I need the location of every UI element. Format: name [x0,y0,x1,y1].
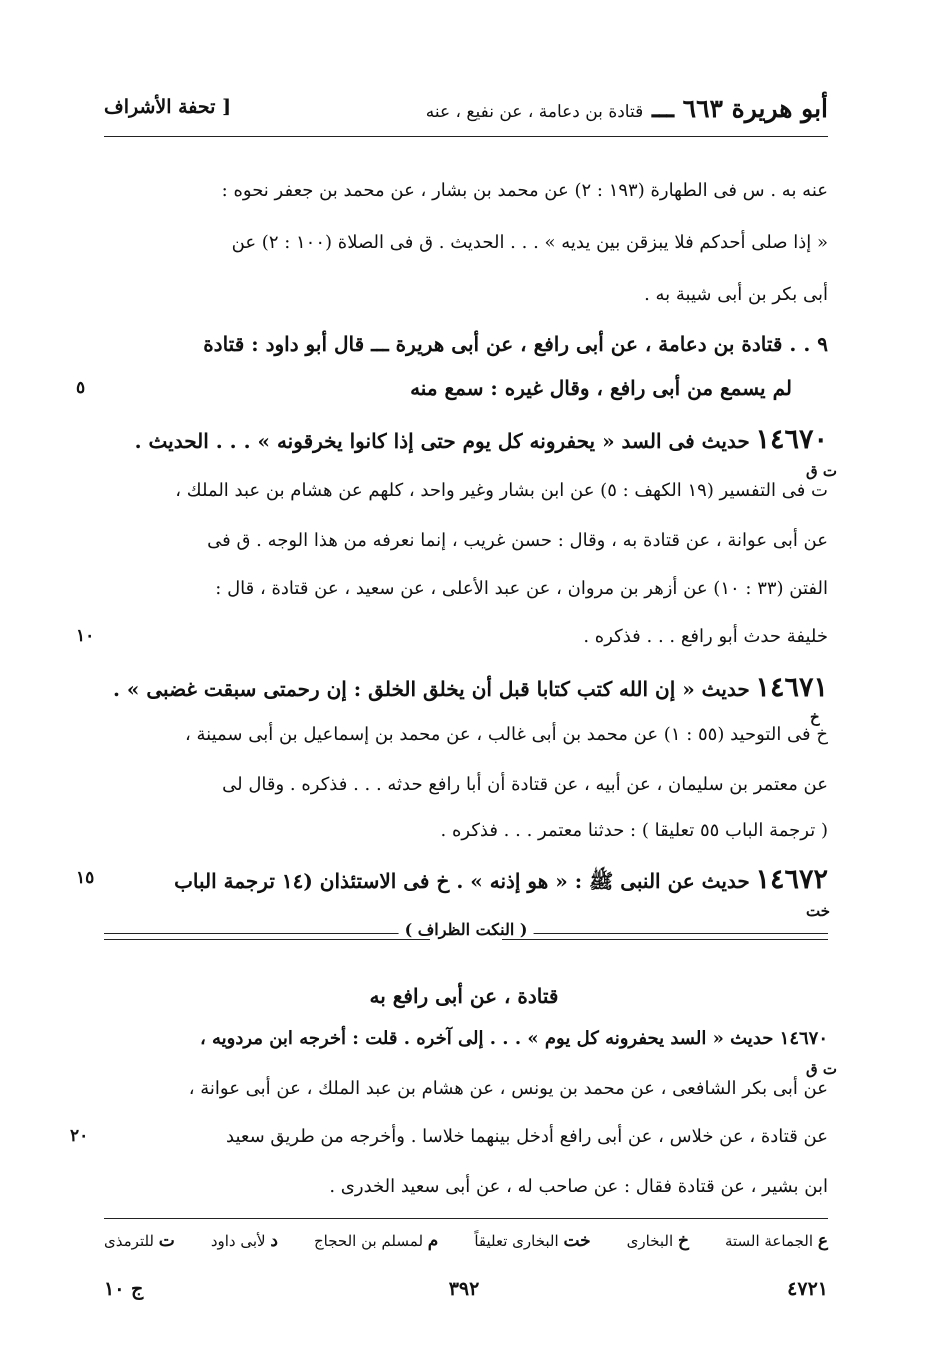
margin-number: ١٥ [76,868,95,888]
abbr-item: م لمسلم بن الحجاج [313,1231,439,1251]
book-title: [ تحفة الأشراف [104,96,232,118]
section-heading: ٩ . . قتادة بن دعامة ، عن أبى رافع ، عن أبى هريرة ـــ قال أبو داود : قتادة [203,332,828,356]
header-divider [104,136,828,137]
hadith-line [135,424,828,455]
hadith-text: حديث « إن الله كتب كتابا قبل أن يخلق الخلق : إن رحمتى سبقت غضبى » . [112,677,750,701]
hadith-number: ١٤٦٧٢ [755,864,828,895]
text-line: الفتن (٣٣ : ١٠) عن أزهر بن مروان ، عن عبد الأعلى ، عن سعيد ، عن قتادة ، قال : [215,578,828,599]
text-line: عن أبى بكر الشافعى ، عن محمد بن يونس ، عن هشام بن عبد الملك ، عن أبى عوانة ، [188,1078,828,1099]
text-line: أبى بكر بن أبى شيبة به . [644,284,828,305]
abbr-item: خ البخارى [626,1231,689,1251]
text-line: عن معتمر بن سليمان ، عن أبيه ، عن قتادة أن أبا رافع حدثه . . . فذكره . وقال لى [222,774,828,795]
abbreviation-key [104,1231,828,1251]
hadith-line [113,672,828,703]
nukat-heading: قتادة ، عن أبى رافع به [369,984,559,1008]
footer-divider [104,1218,828,1219]
text-line: ( ترجمة الباب ٥٥ تعليقا ) : حدثنا معتمر . . . فذكره . [440,820,828,841]
footer-code: ٤٧٢١ [787,1278,828,1300]
text-line: ابن بشير ، عن قتادة فقال : عن صاحب له ، عن أبى سعيد الخدرى . [329,1176,828,1197]
text-line: خ فى التوحيد (٥٥ : ١) عن محمد بن أبى غالب ، عن محمد بن إسماعيل بن أبى سمينة ، [184,724,828,745]
hadith-number: ١٤٦٧١ [755,672,828,703]
abbr-item: د لأبى داود [210,1231,278,1251]
sigla: خ [810,708,820,726]
margin-number: ٥ [76,378,86,398]
page-title [426,94,828,123]
header-main: أبو هريرة ٦٦٣ ـــ [651,94,828,123]
text-line: عن قتادة ، عن خلاس ، عن أبى رافع أدخل بينهما خلاسا . وأخرجه من طريق سعيد [226,1126,828,1147]
sigla: ت ق [806,1060,837,1078]
text-line: خليفة حدث أبو رافع . . . فذكره . [583,626,828,647]
header-sub: قتادة بن دعامة ، عن نفيع ، عنه [425,102,644,122]
text-line: « إذا صلى أحدكم فلا يبزقن بين يديه » . . . الحديث . ق فى الصلاة (١٠٠ : ٢) عن [231,232,828,253]
hadith-text: حديث عن النبى ﷺ : « هو إذنه » . خ فى الاستئذان (١٤ ترجمة الباب [174,869,750,893]
section-divider [104,920,828,944]
hadith-line [174,864,828,898]
text-line: ١٤٦٧٠ حديث « السد يحفرونه كل يوم » . . . إلى آخره . قلت : أخرجه ابن مردويه ، [199,1028,828,1049]
page-number: ٣٩٢ [448,1278,480,1300]
section-heading-cont: لم يسمع من أبى رافع ، وقال غيره : سمع منه [410,376,792,400]
abbr-item: ت للترمذى [104,1231,175,1251]
nukat-label: ( النكت الظراف ) [399,920,534,939]
text-line: عن أبى عوانة ، عن قتادة به ، وقال : حسن غريب ، إنما نعرفه من هذا الوجه . ق فى [207,530,828,551]
volume-number: ج ١٠ [104,1278,144,1300]
sigla: ت ق [806,462,837,480]
hadith-number: ١٤٦٧٠ [755,424,828,455]
text-line: ت فى التفسير (١٩ الكهف : ٥) عن ابن بشار وغير واحد ، كلهم عن هشام بن عبد الملك ، [175,480,828,501]
hadith-text: حديث فى السد « يحفرونه كل يوم حتى إذا كانوا يخرقونه » . . . الحديث . [134,429,750,453]
text-line: عنه به . س فى الطهارة (١٩٣ : ٢) عن محمد بن بشار ، عن محمد بن جعفر نحوه : [221,180,828,201]
abbr-item: ع الجماعة الستة [724,1231,828,1251]
margin-number: ٢٠ [70,1126,89,1146]
abbr-item: خت البخارى تعليقاً [474,1231,591,1251]
sigla: خت [806,902,831,920]
margin-number: ١٠ [76,626,95,646]
